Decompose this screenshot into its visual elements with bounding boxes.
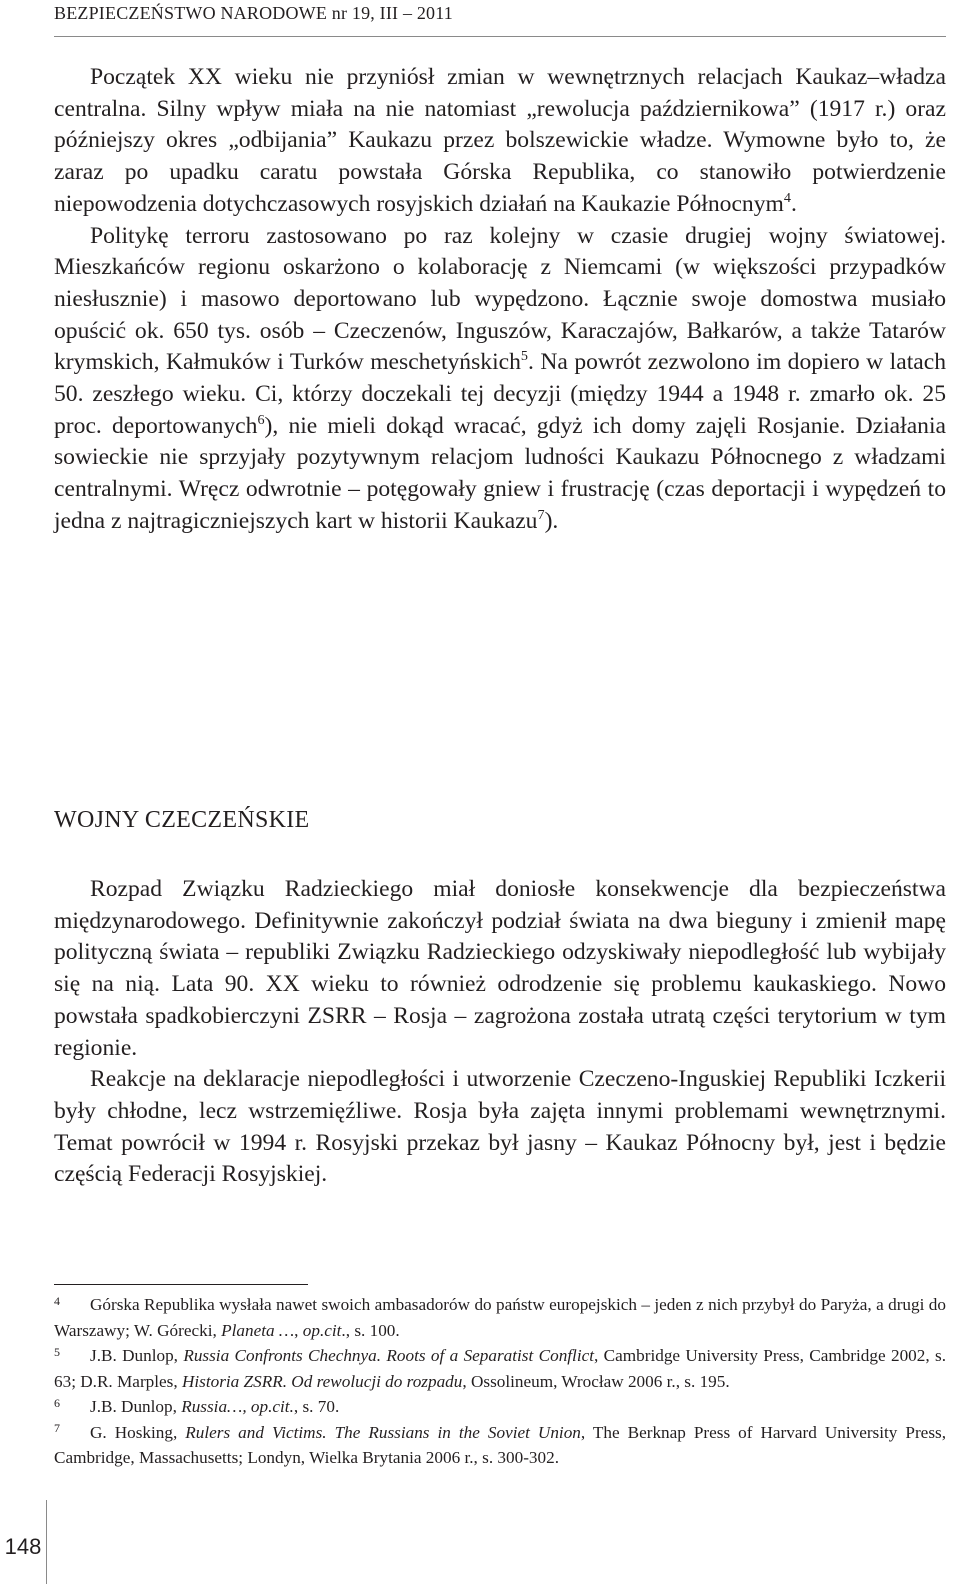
footnote-ref-4[interactable]: 4 xyxy=(783,190,791,207)
paragraph-2: Politykę terroru zastosowano po raz kolejny w czasie drugiej wojny światowej. Mieszkańców regionu oskarżono o kolaborację z Niemcami (w większości przypadków niesłusznie) i masowo deportowano lub wypędzono. Łącznie swoje domostwa musiało opuścić ok. 650 tys. osób – Czeczenów, Inguszów, Karaczajów, Bałkarów, a także Tatarów krymskich, Kałmuków i Turków meschetyńskich$^5$. Na powrót zezwolono im dopiero w latach 50. zeszłego wieku. Ci, którzy doczekali tej decyzji (między 1944 a 1948 r. zmarło ok. 25 proc. deportowanych$^6$), nie mieli dokąd wracać, gdyż ich domy zajęli Rosjanie. Działania sowieckie nie sprzyjały pozytywnym relacjom ludności Kaukazu Północnego z władzami centralnymi. Wręcz odwrotnie – potęgowały gniew i frustrację (czas deportacji i wypędzeń to jedna z najtragiczniejszych kart w historii Kaukazu$^7$). xyxy=(54,222,947,534)
footnote-6: 6 J.B. Dunlop, Russia…, op.cit., s. 70. xyxy=(54,1395,340,1416)
section-heading: WOJNY CZECZEŃSKIE xyxy=(54,807,310,833)
footnotes xyxy=(54,1292,946,1471)
body-text-block-1 xyxy=(54,62,946,538)
footnote-ref-5[interactable]: 5 xyxy=(520,348,528,365)
footnote-ref-7[interactable]: 7 xyxy=(537,507,545,524)
page-number: 148 xyxy=(4,1534,42,1559)
footnote-4: 4 Górska Republika wysłała nawet swoich ambasadorów do państw europejskich – jeden z nich przybył do Paryża, a drugi do Warszawy; W. Górecki, Planeta …, op.cit., s. 100. xyxy=(54,1293,946,1340)
footnote-5: 5 J.B. Dunlop, Russia Confronts Chechnya. Roots of a Separatist Conflict, Cambridge University Press, Cambridge 2002, s. 63; D.R. Marples, Historia ZSRR. Od rewolucji do rozpadu, Ossolineum, Wrocław 2006 r., s. 195. xyxy=(54,1344,946,1391)
footnote-ref-6[interactable]: 6 xyxy=(257,411,265,428)
page-tab-divider xyxy=(46,1500,47,1584)
paragraph-4: Reakcje na deklaracje niepodległości i utworzenie Czeczeno-Inguskiej Republiki Iczkerii były chłodne, lecz wstrzemięźliwe. Rosja była zajęta innymi problemami wewnętrznymi. Temat powrócił w 1994 r. Rosyjski przekaz był jasny – Kaukaz Północny był, jest i będzie częścią Federacji Rosyjskiej. xyxy=(54,1066,946,1188)
footnote-7: 7 G. Hosking, Rulers and Victims. The Russians in the Soviet Union, The Berknap Press of Harvard University Press, Cambridge, Massachusetts; Londyn, Wielka Brytania 2006 r., s. 300-302. xyxy=(54,1421,946,1467)
paragraph-1: Początek XX wieku nie przyniósł zmian w wewnętrznych relacjach Kaukaz–władza centralna. Silny wpływ miała na nie natomiast „rewolucja październikowa” (1917 r.) oraz późniejszy okres „odbijania” Kaukazu przez bolszewickie władze. Wymowne było to, że zaraz po upadku caratu powstała Górska Republika, co stanowiło potwierdzenie niepowodzenia dotychczasowych rosyjskich działań na Kaukazie Północnym$^4$. xyxy=(54,64,946,217)
body-text-block-2 xyxy=(54,874,946,1191)
footnote-rule xyxy=(54,1284,308,1285)
paragraph-3: Rozpad Związku Radzieckiego miał doniosłe konsekwencje dla bezpieczeństwa międzynarodowego. Definitywnie zakończył podział świata na dwa bieguny i zmienił mapę polityczną świata – republiki Związku Radzieckiego odzyskiwały niepodległość lub wybijały się na nią. Lata 90. XX wieku to również odrodzenie się problemu kaukaskiego. Nowo powstała spadkobierczyni ZSRR – Rosja – zagrożona została utratą części terytorium w tym regionie. xyxy=(54,876,946,1061)
header-rule xyxy=(54,36,946,37)
running-head: BEZPIECZEŃSTWO NARODOWE nr 19, III – 2011 xyxy=(54,3,453,23)
